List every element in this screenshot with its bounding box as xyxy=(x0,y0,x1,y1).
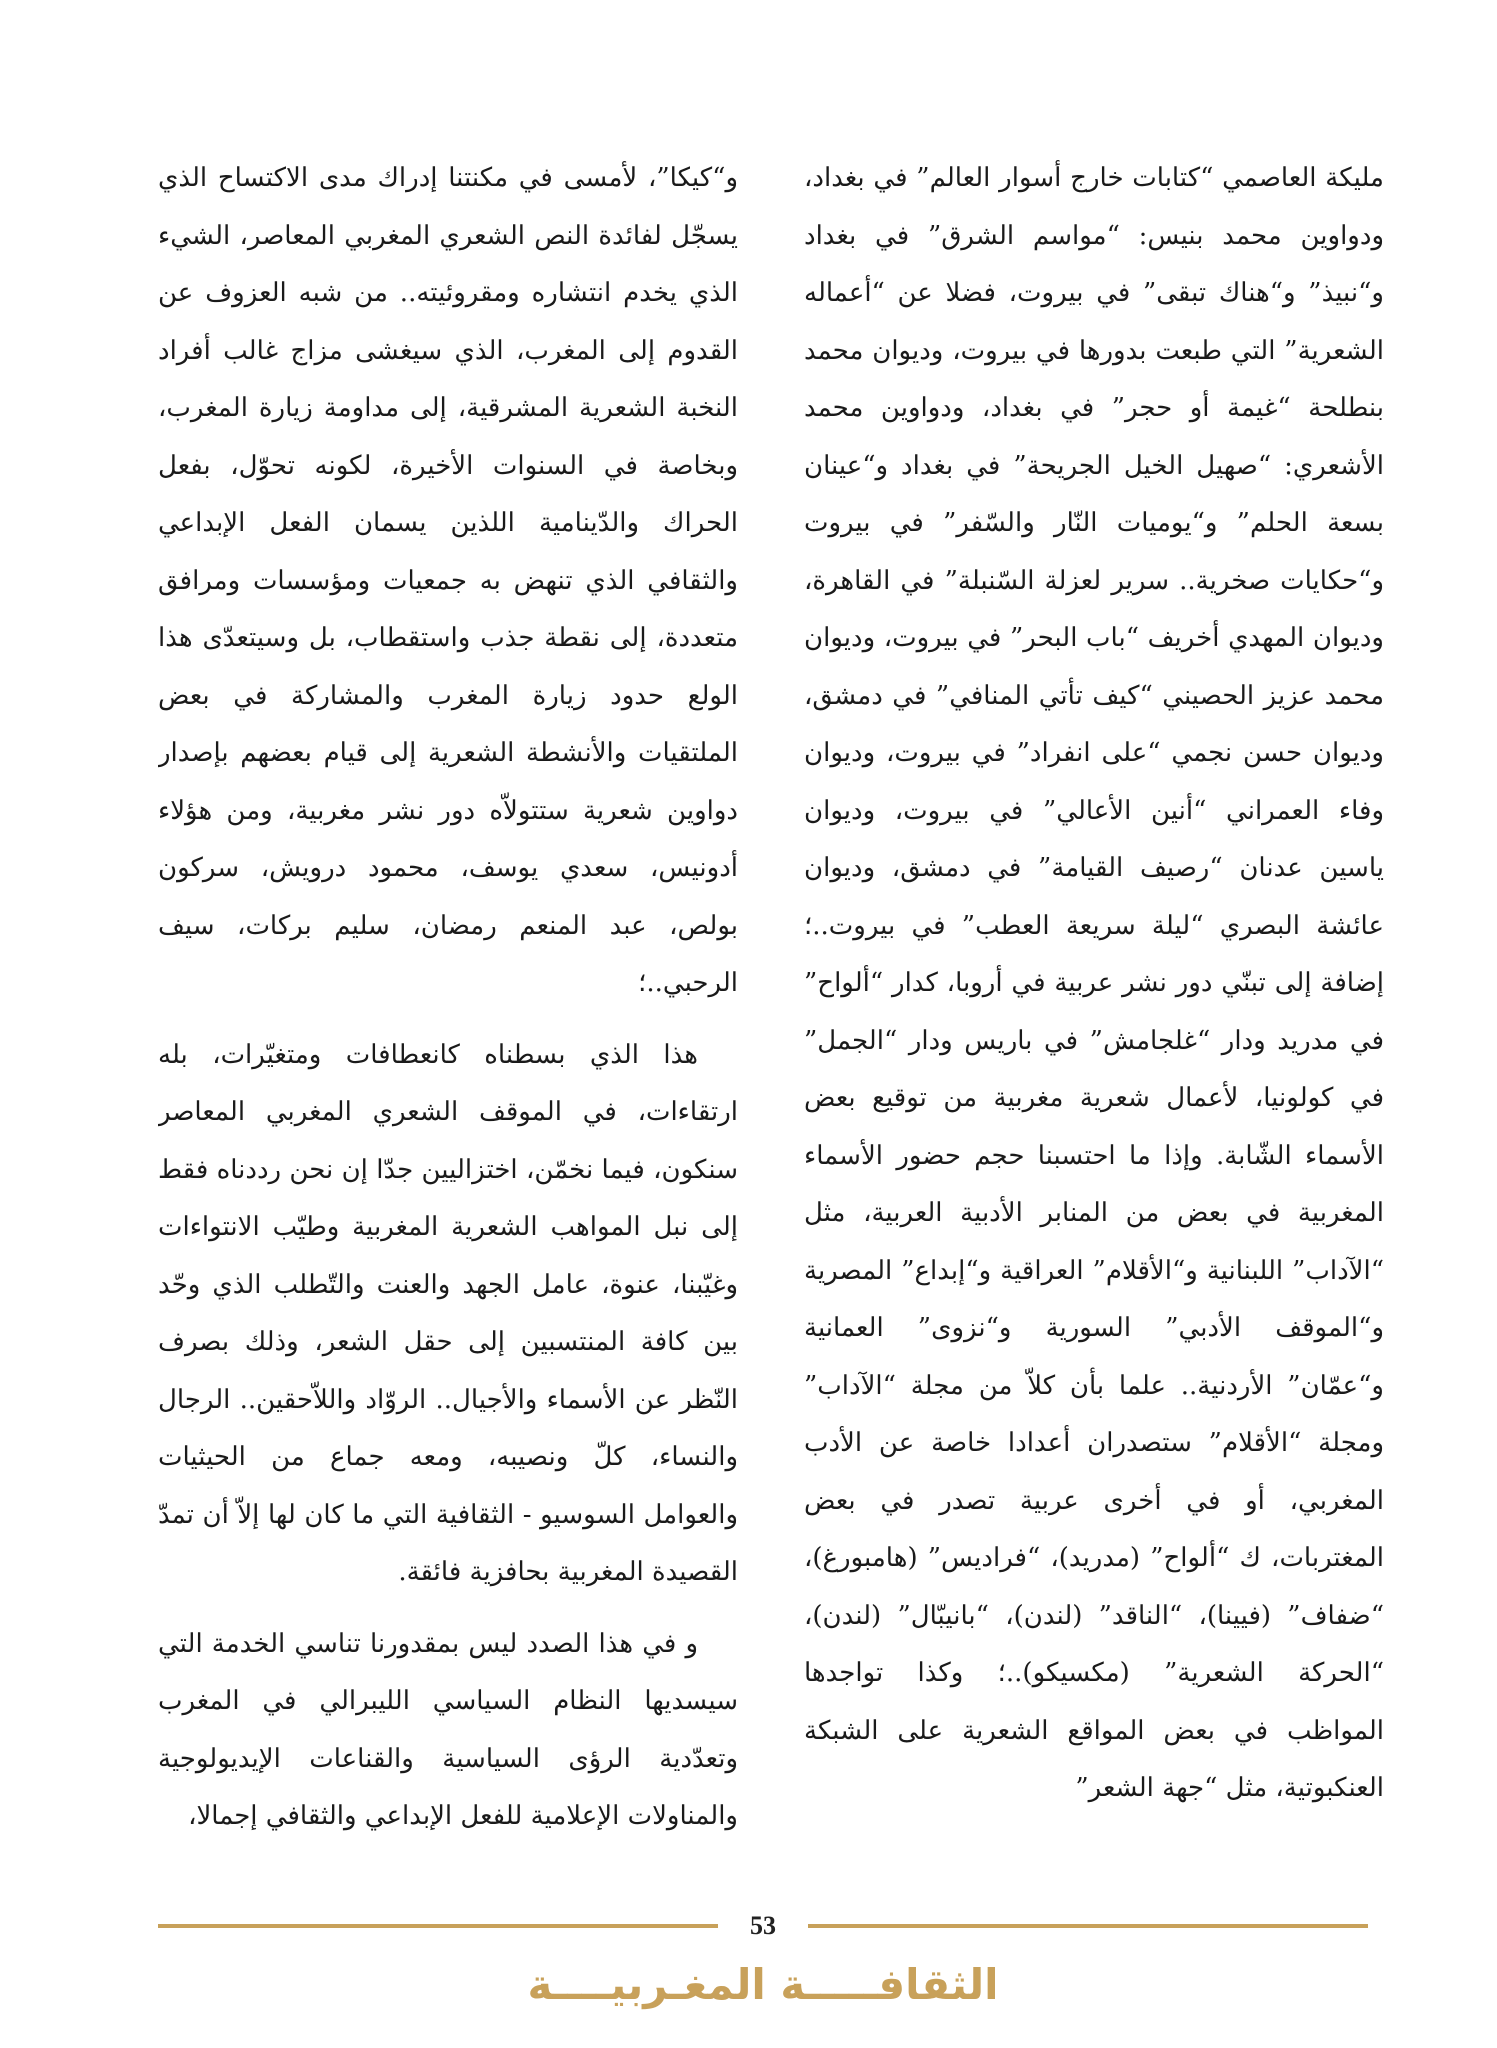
page-number: 53 xyxy=(718,1906,808,1946)
footer-rule-right xyxy=(808,1924,1368,1928)
left-column xyxy=(158,150,738,1870)
paragraph: مليكة العاصمي “كتابات خارج أسوار العالم” في بغداد، ودواوين محمد بنيس: “مواسم الشرق” في بغداد و“نبيذ” و“هناك تبقى” في بيروت، فضلا عن “أعماله الشعرية” التي طبعت بدورها في بيروت، وديوان محمد بنطلحة “غيمة أو حجر” في بغداد، ودواوين محمد الأشعري: “صهيل الخيل الجريحة” في بغداد و“عينان بسعة الحلم” و“يوميات النّار والسّفر” في بيروت و“حكايات صخرية.. سرير لعزلة السّنبلة” في القاهرة، وديوان المهدي أخريف “باب البحر” في بيروت، وديوان محمد عزيز الحصيني “كيف تأتي المنافي” في دمشق، وديوان حسن نجمي “على انفراد” في بيروت، وديوان وفاء العمراني “أنين الأعالي” في بيروت، وديوان ياسين عدنان “رصيف القيامة” في دمشق، وديوان عائشة البصري “ليلة سريعة العطب” في بيروت..؛ إضافة إلى تبنّي دور نشر عربية في أروبا، كدار “ألواح” في مدريد ودار “غلجامش” في باريس ودار “الجمل” في كولونيا، لأعمال شعرية مغربية من توقيع بعض الأسماء الشّابة. وإذا ما احتسبنا حجم حضور الأسماء المغربية في بعض من المنابر الأدبية العربية، مثل “الآداب” اللبنانية و“الأقلام” العراقية و“إبداع” المصرية و“الموقف الأدبي” السورية و“نزوى” العمانية و“عمّان” الأردنية.. علما بأن كلاّ من مجلة “الآداب” ومجلة “الأقلام” ستصدران أعدادا خاصة عن الأدب المغربي، أو في أخرى عربية تصدر في بعض المغتربات، ك “ألواح” (مدريد)، “فراديس” (هامبورغ)، “ضفاف” (فيينا)، “الناقد” (لندن)، “بانيبّال” (لندن)، “الحركة الشعرية” (مكسيكو)..؛ وكذا تواجدها المواظب في بعض المواقع الشعرية على الشبكة العنكبوتية، مثل “جهة الشعر” xyxy=(804,163,1384,1803)
footer-rule-left xyxy=(158,1924,718,1928)
paragraph: هذا الذي بسطناه كانعطافات ومتغيّرات، بله ارتقاءات، في الموقف الشعري المغربي المعاصر سنكون، فيما نخمّن، اختزاليين جدّا إن نحن رددناه فقط إلى نبل المواهب الشعرية المغربية وطيّب الانتواءات وغيّبنا، عنوة، عامل الجهد والعنت والتّطلب الذي وحّد بين كافة المنتسبين إلى حقل الشعر، وذلك بصرف النّظر عن الأسماء والأجيال.. الروّاد واللاّحقين.. الرجال والنساء، كلّ ونصيبه، ومعه جماع من الحيثيات والعوامل السوسيو - الثقافية التي ما كان لها إلاّ أن تمدّ القصيدة المغربية بحافزية فائقة. xyxy=(158,1039,738,1587)
right-column xyxy=(804,150,1384,1870)
magazine-title: الثقافـــــة المغـربيــــة xyxy=(527,1960,999,2009)
paragraph: و في هذا الصدد ليس بمقدورنا تناسي الخدمة التي سيسديها النظام السياسي الليبرالي في المغرب وتعدّدية الرؤى السياسية والقناعات الإيديولوجية والمناولات الإعلامية للفعل الإبداعي والثقافي إجمالا، xyxy=(158,1628,738,1831)
paragraph: و“كيكا”، لأمسى في مكنتنا إدراك مدى الاكتساح الذي يسجّل لفائدة النص الشعري المغربي المعاصر، الشيء الذي يخدم انتشاره ومقروئيته.. من شبه العزوف عن القدوم إلى المغرب، الذي سيغشى مزاج غالب أفراد النخبة الشعرية المشرقية، إلى مداومة زيارة المغرب، وبخاصة في السنوات الأخيرة، لكونه تحوّل، بفعل الحراك والدّينامية اللذين يسمان الفعل الإبداعي والثقافي الذي تنهض به جمعيات ومؤسسات ومرافق متعددة، إلى نقطة جذب واستقطاب، بل وسيتعدّى هذا الولع حدود زيارة المغرب والمشاركة في بعض الملتقيات والأنشطة الشعرية إلى قيام بعضهم بإصدار دواوين شعرية ستتولاّه دور نشر مغربية، ومن هؤلاء أدونيس، سعدي يوسف، محمود درويش، سركون بولص، عبد المنعم رمضان، سليم بركات، سيف الرحبي..؛ xyxy=(158,163,738,998)
